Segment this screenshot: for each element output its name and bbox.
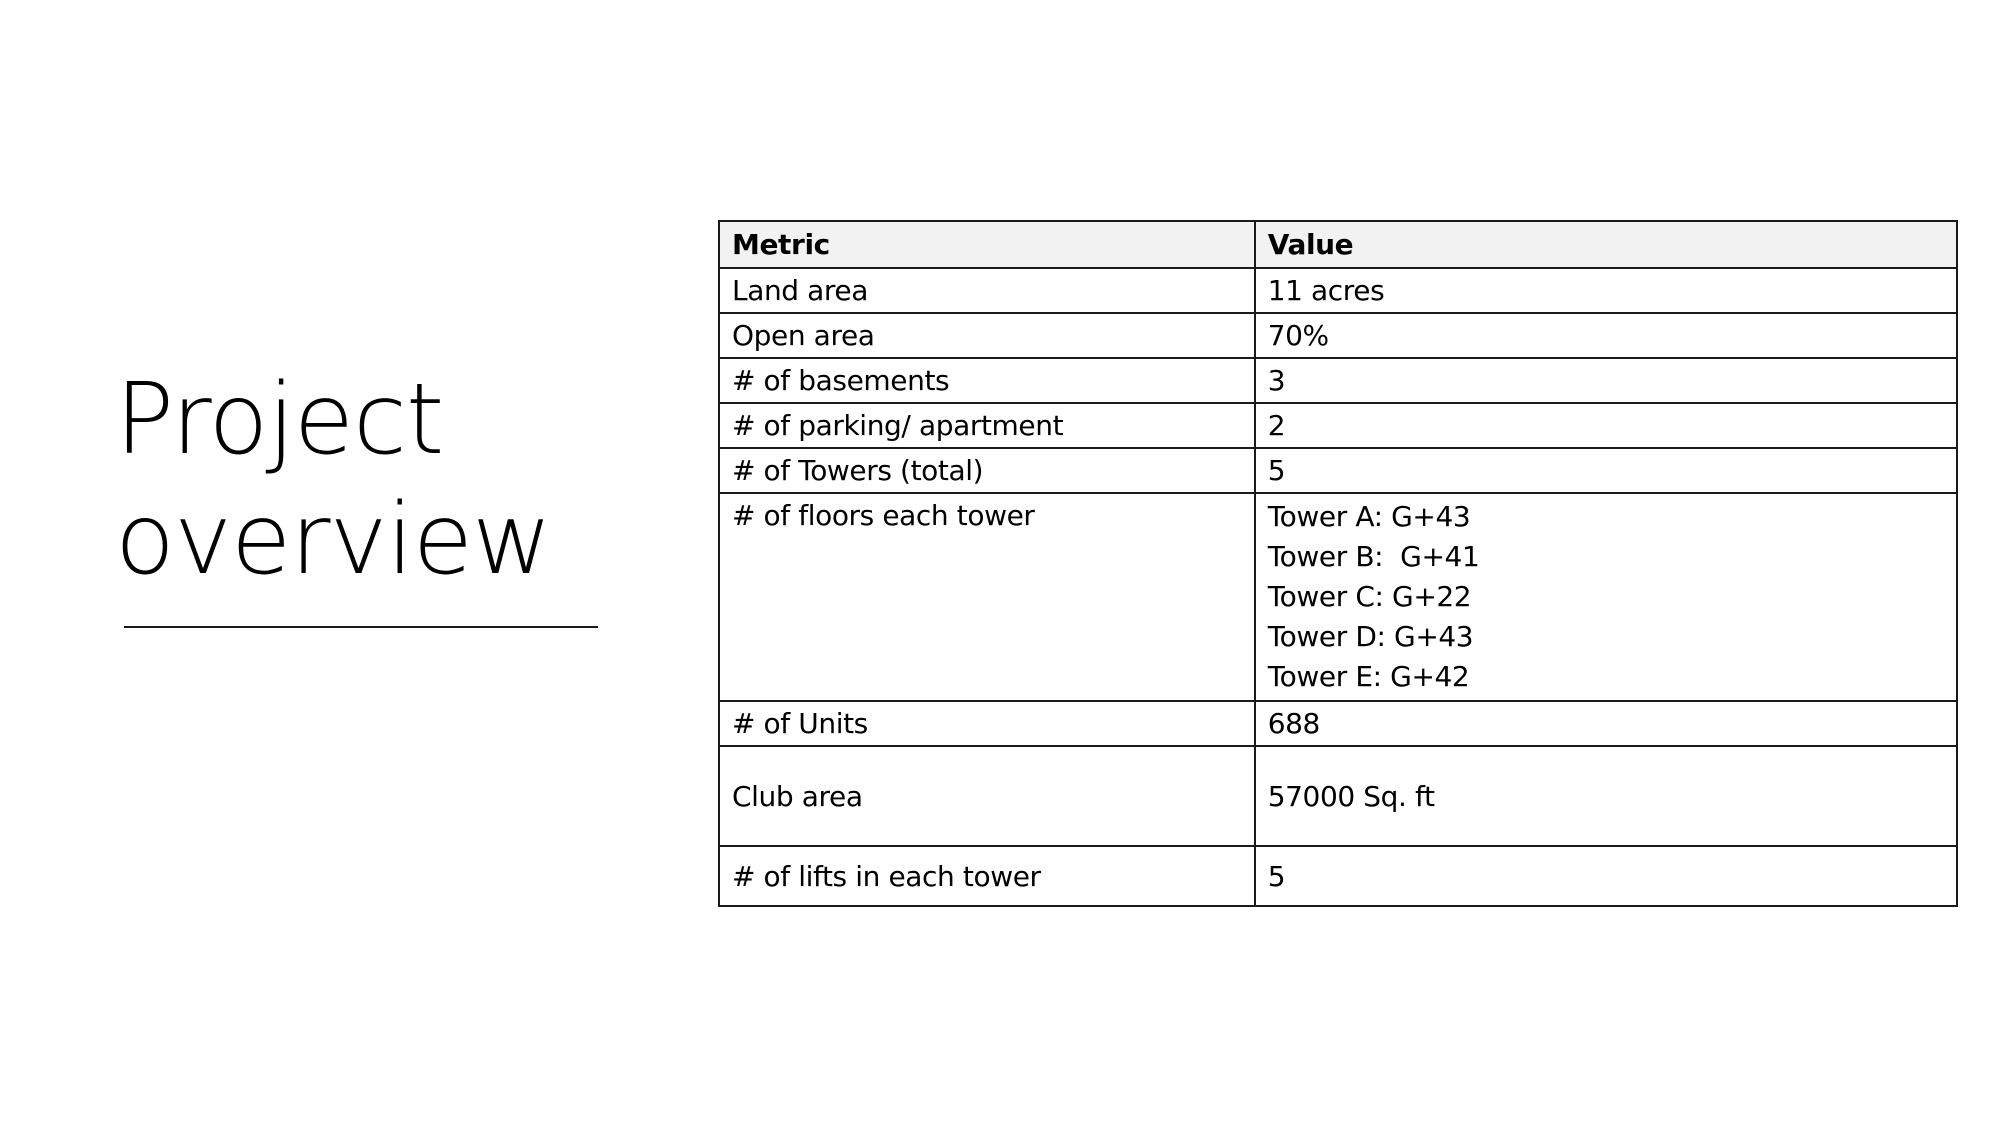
value-cell: 57000 Sq. ft — [1255, 746, 1957, 846]
tower-e-floors: Tower E: G+42 — [1267, 660, 1470, 693]
table-row-open-area — [719, 313, 1957, 358]
table-row-club-area — [719, 746, 1957, 846]
table-row-units — [719, 701, 1957, 746]
value-cell: 3 — [1255, 358, 1957, 403]
tower-b-floors: Tower B: G+41 — [1267, 540, 1480, 573]
value-cell: 5 — [1255, 846, 1957, 906]
header-metric: Metric — [719, 221, 1255, 268]
metric-cell: # of floors each tower — [719, 493, 1255, 701]
metric-cell: Land area — [719, 268, 1255, 313]
slide-title — [115, 360, 635, 600]
header-value: Value — [1255, 221, 1957, 268]
value-cell: 688 — [1255, 701, 1957, 746]
value-cell: 5 — [1255, 448, 1957, 493]
tower-c-floors: Tower C: G+22 — [1267, 580, 1472, 613]
project-metrics-table — [718, 220, 1958, 907]
table-row-land-area — [719, 268, 1957, 313]
title-divider — [124, 626, 598, 628]
metric-cell: # of Towers (total) — [719, 448, 1255, 493]
metric-cell: Open area — [719, 313, 1255, 358]
slide-title-line-1: Project — [115, 363, 444, 477]
table-header-row — [719, 221, 1957, 268]
slide-title-line-2: overview — [115, 483, 552, 597]
metric-cell: Club area — [719, 746, 1255, 846]
metric-cell: # of parking/ apartment — [719, 403, 1255, 448]
tower-d-floors: Tower D: G+43 — [1267, 620, 1474, 653]
table-row-floors — [719, 493, 1957, 701]
value-cell-multiline — [1255, 493, 1957, 701]
table-row-towers — [719, 448, 1957, 493]
tower-a-floors: Tower A: G+43 — [1267, 500, 1471, 533]
metric-cell: # of Units — [719, 701, 1255, 746]
metric-cell: # of lifts in each tower — [719, 846, 1255, 906]
table-row-basements — [719, 358, 1957, 403]
value-cell: 11 acres — [1255, 268, 1957, 313]
table-row-lifts — [719, 846, 1957, 906]
table-row-parking — [719, 403, 1957, 448]
value-cell: 2 — [1255, 403, 1957, 448]
value-cell: 70% — [1255, 313, 1957, 358]
metric-cell: # of basements — [719, 358, 1255, 403]
